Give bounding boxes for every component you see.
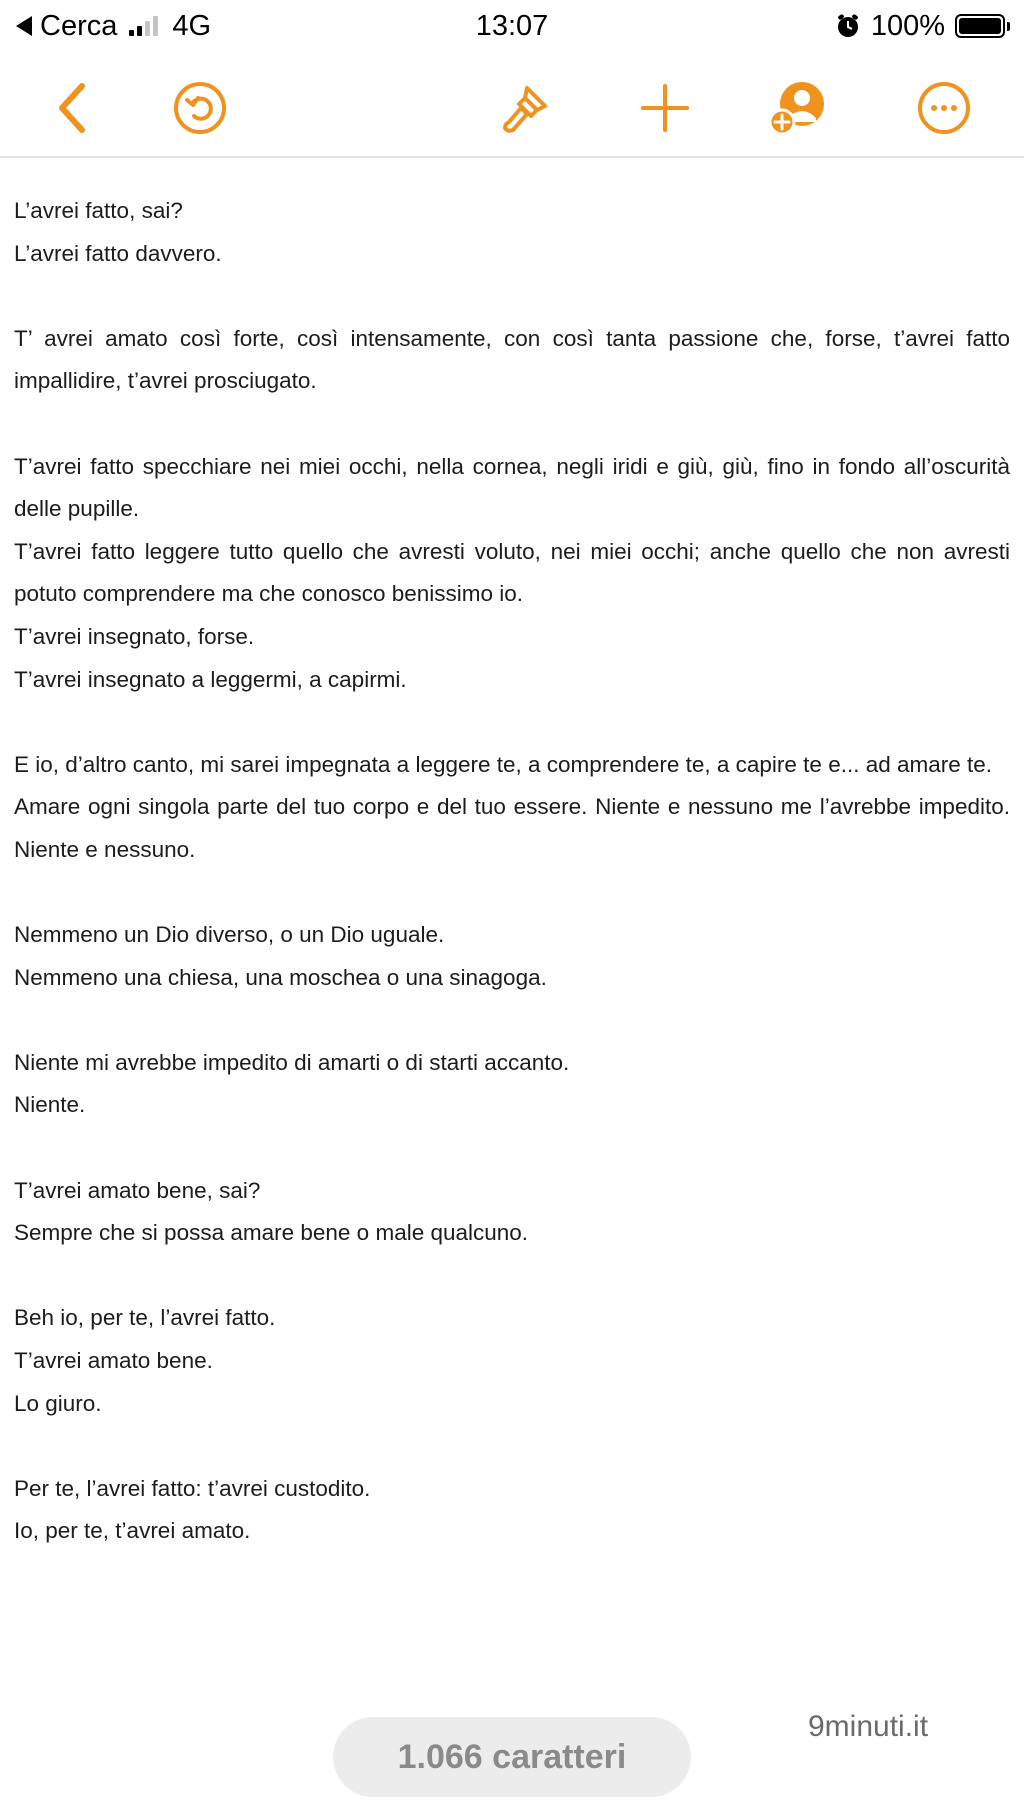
back-chevron-icon: [44, 78, 104, 138]
add-button[interactable]: [631, 74, 699, 142]
text-line: L’avrei fatto davvero.: [14, 240, 222, 266]
document-body[interactable]: [14, 190, 1010, 1596]
back-app-label: Cerca: [40, 9, 118, 42]
text-line: E io, d’altro canto, mi sarei impegnata a leggere te, a comprendere te, a capire te e... ad amare te.: [14, 751, 993, 777]
battery-icon: [955, 14, 1005, 38]
text-line: Niente.: [14, 1092, 86, 1118]
undo-button[interactable]: [166, 74, 234, 142]
more-icon: [914, 78, 974, 138]
text-line: Per te, l’avrei fatto: t’avrei custodito.: [14, 1475, 371, 1501]
paragraph: [14, 1468, 1010, 1553]
paragraph: [14, 914, 1010, 999]
paragraph: [14, 744, 1010, 872]
network-type: 4G: [172, 9, 212, 42]
paragraph: [14, 446, 1010, 702]
text-line: T’ avrei amato così forte, così intensamente, con così tanta passione che, forse, t’avrei fatto impallidire, t’avrei prosciugato.: [14, 325, 1010, 394]
status-time: 13:07: [475, 10, 549, 42]
paragraph: [14, 1170, 1010, 1255]
add-person-icon: [768, 78, 828, 138]
undo-icon: [170, 78, 230, 138]
text-line: Nemmeno un Dio diverso, o un Dio uguale.: [14, 922, 445, 948]
battery-fill: [959, 18, 1001, 34]
editor-toolbar: [0, 60, 1024, 158]
paragraph: [14, 318, 1010, 403]
status-bar: [0, 0, 1024, 52]
paragraph: [14, 1042, 1010, 1127]
text-line: Sempre che si possa amare bene o male qualcuno.: [14, 1220, 529, 1246]
text-line: T’avrei amato bene.: [14, 1348, 213, 1374]
battery-percent: 100%: [870, 9, 945, 42]
text-line: T’avrei insegnato, forse.: [14, 623, 255, 649]
text-line: Lo giuro.: [14, 1390, 102, 1416]
paintbrush-icon: [497, 78, 557, 138]
text-line: T’avrei amato bene, sai?: [14, 1177, 261, 1203]
back-button[interactable]: [40, 74, 108, 142]
battery-cap: [1007, 22, 1010, 31]
text-line: T’avrei insegnato a leggermi, a capirmi.: [14, 666, 407, 692]
text-line: L’avrei fatto, sai?: [14, 198, 183, 223]
format-button[interactable]: [493, 74, 561, 142]
text-line: T’avrei fatto specchiare nei miei occhi, nella cornea, negli iridi e giù, giù, fino in fondo all’oscurità delle pupille.: [14, 453, 1010, 522]
text-line: Io, per te, t’avrei amato.: [14, 1518, 251, 1544]
status-right: [835, 8, 1010, 44]
text-line: Nemmeno una chiesa, una moschea o una sinagoga.: [14, 964, 547, 990]
collaborate-button[interactable]: [764, 74, 832, 142]
text-line: Niente mi avrebbe impedito di amarti o di starti accanto.: [14, 1049, 570, 1075]
text-line: T’avrei fatto leggere tutto quello che avresti voluto, nei miei occhi; anche quello che non avresti potuto comprendere ma che conosco benissimo io.: [14, 538, 1010, 607]
watermark: 9minuti.it: [808, 1710, 929, 1743]
alarm-icon: [835, 13, 861, 39]
paragraph: [14, 190, 1010, 275]
paragraph: [14, 1297, 1010, 1425]
character-count-badge[interactable]: 1.066 caratteri: [333, 1717, 691, 1797]
text-line: Amare ogni singola parte del tuo corpo e del tuo essere. Niente e nessuno me l’avrebbe impedito. Niente e nessuno.: [14, 794, 1010, 862]
plus-icon: [635, 78, 695, 138]
more-button[interactable]: [910, 74, 978, 142]
text-line: Beh io, per te, l’avrei fatto.: [14, 1305, 276, 1331]
